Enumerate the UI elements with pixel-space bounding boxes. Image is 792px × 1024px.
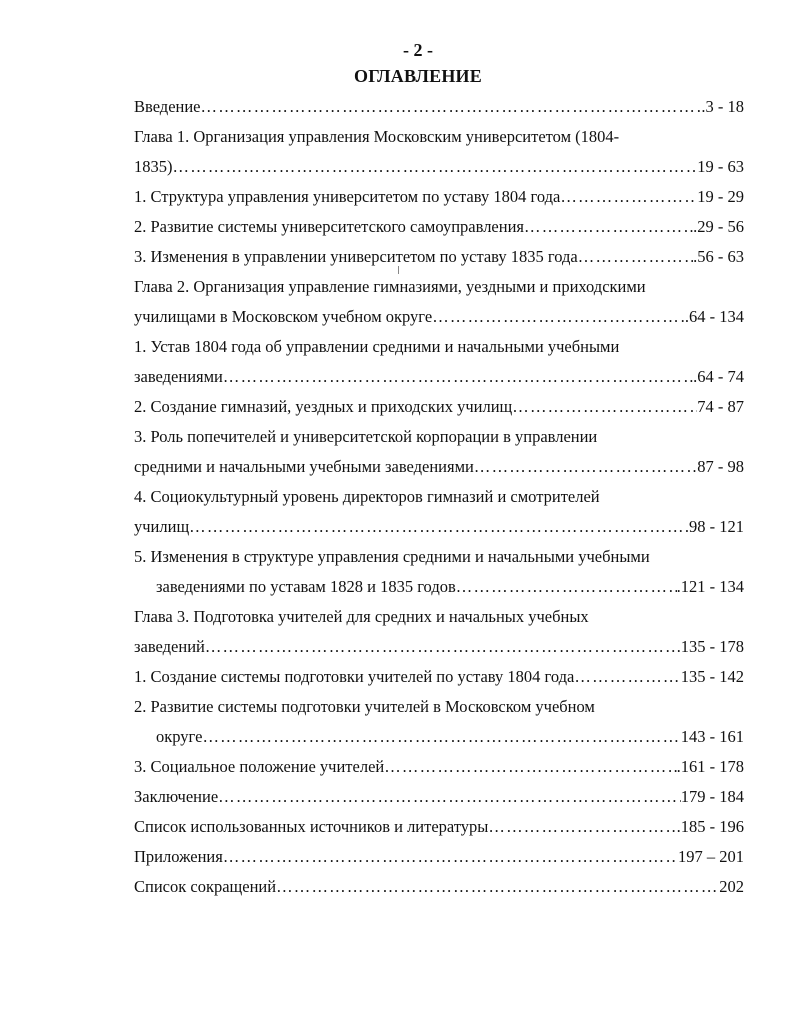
toc-entry-text: заведений xyxy=(134,637,205,656)
dot-leader xyxy=(202,726,680,748)
toc-entry-pages: 87 - 98 xyxy=(697,457,744,476)
toc-section-2-3-line2 xyxy=(134,456,744,478)
toc-entry-pages: .98 - 121 xyxy=(684,517,744,536)
toc-entry-text: Список использованных источников и литературы xyxy=(134,817,489,836)
toc-section-1-1 xyxy=(134,186,744,208)
dot-leader xyxy=(488,816,676,838)
toc-chapter-3-line1 xyxy=(134,606,744,628)
dot-leader xyxy=(456,576,677,598)
toc-section-2-1-line2 xyxy=(134,366,744,388)
toc-entry-text: 2. Создание гимназий, уездных и приходских училищ xyxy=(134,397,513,416)
dot-leader xyxy=(223,846,678,868)
toc-entry-pages: 19 - 63 xyxy=(697,157,744,176)
toc-section-3-2-line2 xyxy=(156,726,744,748)
dot-leader xyxy=(189,516,685,538)
toc-entry-text: средними и начальными учебными заведениями xyxy=(134,457,474,476)
toc-entry-text: Глава 3. Подготовка учителей для средних и начальных учебных xyxy=(134,607,589,626)
toc-entry-pages: 135 - 142 xyxy=(680,667,744,686)
toc-entry-pages: .3 - 18 xyxy=(701,97,744,116)
toc-entry-text: 5. Изменения в структуре управления средними и начальными учебными xyxy=(134,547,650,566)
toc-section-3-2-line1 xyxy=(134,696,744,718)
toc-entry-text: 3. Роль попечителей и университетской корпорации в управлении xyxy=(134,427,598,446)
toc-entry-abbreviations xyxy=(134,876,744,898)
toc-entry-appendix xyxy=(134,846,744,868)
dot-leader xyxy=(524,216,693,238)
dot-leader xyxy=(512,396,697,418)
toc-entry-pages: .121 - 134 xyxy=(676,577,744,596)
toc-section-2-5-line1 xyxy=(134,546,744,568)
dot-leader xyxy=(223,366,693,388)
dot-leader xyxy=(173,156,698,178)
toc-chapter-2-line2 xyxy=(134,306,744,328)
toc-entry-pages: 135 - 178 xyxy=(680,637,744,656)
toc-entry-text: училищами в Московском учебном округе xyxy=(134,307,433,326)
toc-entry-pages: 74 - 87 xyxy=(697,397,744,416)
dot-leader xyxy=(574,666,680,688)
toc-entry-text: Введение xyxy=(134,97,201,116)
toc-section-3-1 xyxy=(134,666,744,688)
toc-entry-text: Список сокращений xyxy=(134,877,277,896)
toc-entry-pages: .64 - 74 xyxy=(693,367,744,386)
toc-entry-text: Приложения xyxy=(134,847,223,866)
page-number: - 2 - xyxy=(403,40,433,60)
toc-section-2-2 xyxy=(134,396,744,418)
toc-chapter-1-line2 xyxy=(134,156,744,178)
toc-entry-conclusion xyxy=(134,786,744,808)
dot-leader xyxy=(218,786,681,808)
toc-entry-pages: .29 - 56 xyxy=(693,217,744,236)
toc-entry-pages: 197 – 201 xyxy=(678,847,744,866)
toc-entry-text: 2. Развитие системы подготовки учителей в Московском учебном xyxy=(134,697,595,716)
toc-entry-text: 1835) xyxy=(134,157,173,176)
toc-entry-text: 1. Создание системы подготовки учителей по уставу 1804 года xyxy=(134,667,575,686)
toc-entry-text: 3. Социальное положение учителей xyxy=(134,757,385,776)
dot-leader xyxy=(474,456,697,478)
toc-entry-pages: 202 xyxy=(719,877,744,896)
toc-entry-pages: .56 - 63 xyxy=(693,247,744,266)
dot-leader xyxy=(578,246,693,268)
dot-leader xyxy=(432,306,685,328)
toc-entry-text: училищ xyxy=(134,517,190,536)
dot-leader xyxy=(276,876,719,898)
toc-entry-text: 1. Устав 1804 года об управлении средними и начальными учебными xyxy=(134,337,620,356)
toc-section-2-1-line1 xyxy=(134,336,744,358)
toc-entry-text: Глава 1. Организация управления Московским университетом (1804- xyxy=(134,127,620,146)
toc-entry-text: заведениями по уставам 1828 и 1835 годов xyxy=(156,577,456,596)
dot-leader xyxy=(384,756,676,778)
toc-entry-text: заведениями xyxy=(134,367,223,386)
toc-entry-pages: 179 - 184 xyxy=(680,787,744,806)
toc-section-1-2 xyxy=(134,216,744,238)
dot-leader xyxy=(205,636,681,658)
toc-section-2-3-line1 xyxy=(134,426,744,448)
toc-entry-text: Глава 2. Организация управление гимназиями, уездными и приходскими xyxy=(134,277,646,296)
toc-section-1-3 xyxy=(134,246,744,268)
dot-leader xyxy=(560,186,697,208)
toc-entry-text: Заключение xyxy=(134,787,219,806)
toc-entry-text: округе xyxy=(156,727,203,746)
toc-section-3-3 xyxy=(134,756,744,778)
toc-chapter-3-line2 xyxy=(134,636,744,658)
toc-chapter-2-line1 xyxy=(134,276,744,298)
toc-entry-text: 2. Развитие системы университетского самоуправления xyxy=(134,217,524,236)
toc-chapter-1-line1 xyxy=(134,126,744,148)
toc-entry-pages: .161 - 178 xyxy=(676,757,744,776)
toc-entry-text: 1. Структура управления университетом по уставу 1804 года xyxy=(134,187,561,206)
dot-leader xyxy=(201,96,702,118)
toc-entry-pages: .185 - 196 xyxy=(676,817,744,836)
toc-section-2-5-line2 xyxy=(156,576,744,598)
toc-entry-intro xyxy=(134,96,744,118)
toc-entry-text: 4. Социокультурный уровень директоров гимназий и смотрителей xyxy=(134,487,600,506)
scan-mark xyxy=(398,266,399,274)
toc-section-2-4-line1 xyxy=(134,486,744,508)
toc-section-2-4-line2 xyxy=(134,516,744,538)
toc-entry-sources xyxy=(134,816,744,838)
toc-entry-text: 3. Изменения в управлении университетом по уставу 1835 года xyxy=(134,247,578,266)
toc-entry-pages: 19 - 29 xyxy=(697,187,744,206)
toc-entry-pages: 143 - 161 xyxy=(680,727,744,746)
toc-title: ОГЛАВЛЕНИЕ xyxy=(354,66,482,86)
toc-entry-pages: .64 - 134 xyxy=(684,307,744,326)
